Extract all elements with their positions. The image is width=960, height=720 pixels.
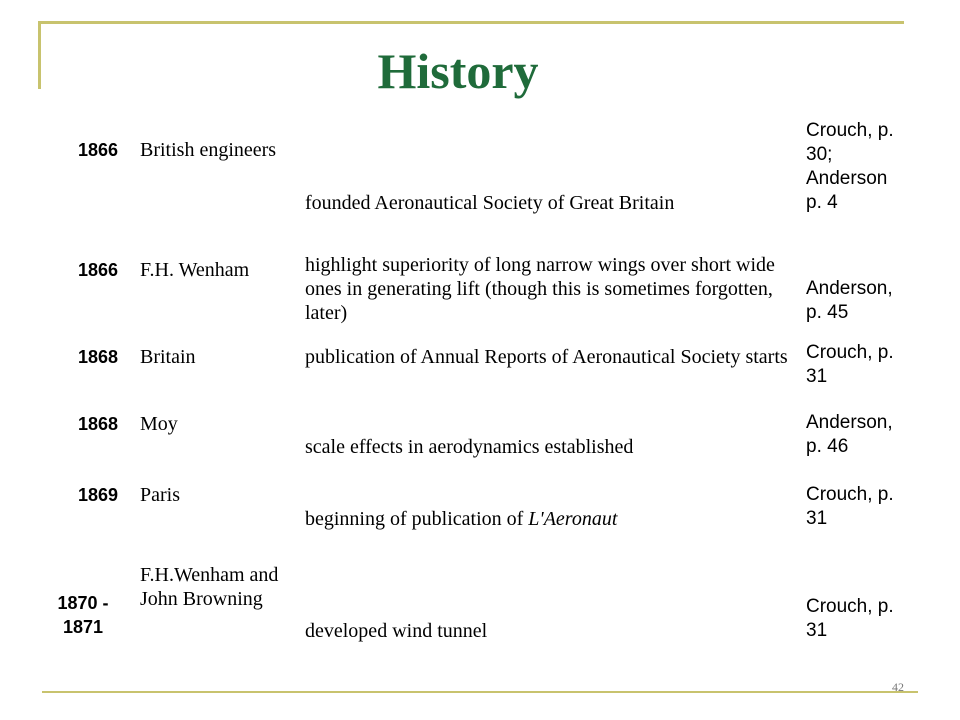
who-cell: F.H. Wenham (140, 259, 250, 281)
frame-top-rule (38, 21, 904, 24)
who-cell: F.H.Wenham and John Browning (140, 564, 279, 610)
page-number: 42 (892, 680, 904, 694)
who-cell: British engineers (140, 139, 277, 161)
reference-cell: Crouch, p. 30; Anderson p. 4 (806, 120, 894, 213)
table-row (48, 531, 908, 643)
reference-cell: Anderson, p. 45 (806, 278, 893, 323)
event-cell: publication of Annual Reports of Aeronautical Society starts (305, 346, 788, 368)
who-cell: Britain (140, 346, 196, 368)
history-table (48, 85, 908, 643)
table-row (48, 325, 908, 389)
year-cell: 1870 - 1871 (57, 593, 109, 637)
slide-title: History (377, 43, 539, 99)
table-row (48, 459, 908, 531)
reference-cell: Crouch, p. 31 (806, 342, 894, 387)
event-cell (303, 459, 804, 531)
event-cell: scale effects in aerodynamics established (305, 436, 634, 458)
event-cell: developed wind tunnel (305, 620, 488, 642)
reference-cell: Anderson, p. 46 (806, 412, 893, 457)
year-cell: 1868 (77, 347, 118, 367)
reference-cell: Crouch, p. 31 (806, 596, 894, 641)
publication-title: L'Aeronaut (528, 508, 618, 530)
event-cell: highlight superiority of long narrow wings over short wide ones in generating lift (though this is sometimes forgotten, later) (305, 254, 775, 324)
who-cell: Paris (140, 484, 180, 506)
table-row (48, 215, 908, 325)
event-cell: founded Aeronautical Society of Great Britain (305, 192, 675, 214)
table-row (48, 389, 908, 459)
reference-cell: Crouch, p. 31 (806, 484, 894, 529)
frame-bottom-rule (42, 691, 918, 693)
who-cell: Moy (140, 413, 178, 435)
event-text: beginning of publication of (305, 508, 529, 530)
year-cell: 1866 (77, 140, 118, 160)
year-cell: 1869 (77, 485, 118, 505)
year-cell: 1868 (77, 414, 118, 434)
table-row (48, 85, 908, 215)
year-cell: 1866 (77, 260, 118, 280)
